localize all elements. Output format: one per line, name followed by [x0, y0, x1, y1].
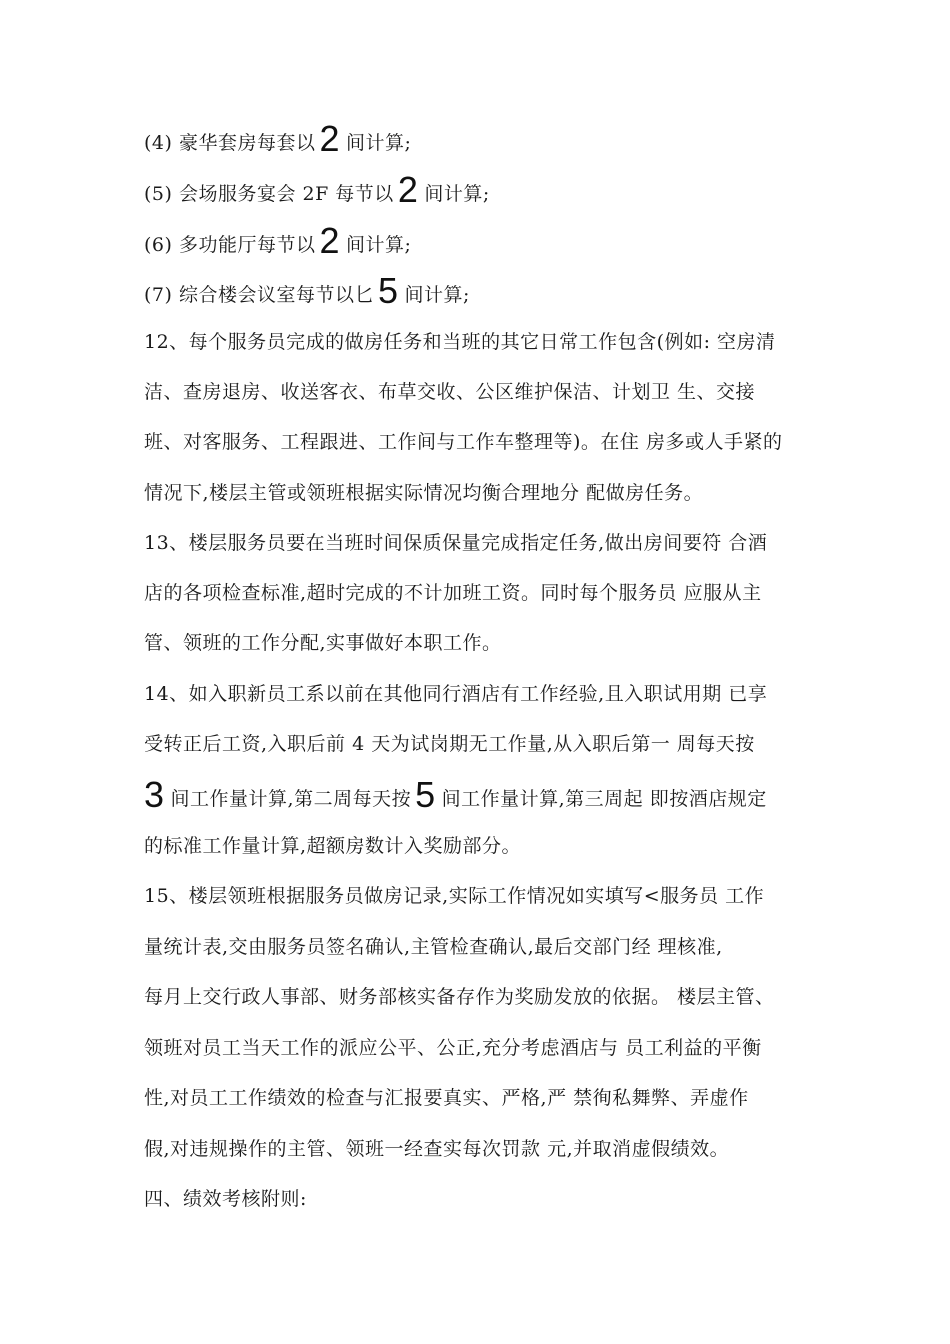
week1-count: 3 [144, 774, 165, 815]
item-5-count: 2 [397, 169, 419, 210]
paragraph-14-line [144, 774, 767, 815]
paragraph-14-line: 14、如入职新员工系以前在其他同行酒店有工作经验,且入职试用期 已享 [144, 683, 768, 705]
paragraph-15-line: 每月上交行政人事部、财务部核实备存作为奖励发放的依据。 楼层主管、 [144, 986, 775, 1008]
paragraph-12-line: 洁、查房退房、收送客衣、布草交收、公区维护保洁、计划卫 生、交接 [144, 381, 756, 403]
item-4-text: (4) 豪华套房每套以 [144, 132, 316, 154]
week2-count: 5 [415, 774, 436, 815]
item-5-suffix: 间计算; [424, 183, 490, 205]
item-6-count: 2 [319, 220, 340, 261]
item-6-text: (6) 多功能厅每节以 [144, 234, 316, 256]
paragraph-13-line: 13、楼层服务员要在当班时间保质保量完成指定任务,做出房间要符 合酒 [144, 532, 768, 554]
paragraph-15-line: 性,对员工工作绩效的检查与汇报要真实、严格,严 禁徇私舞弊、弄虚作 [144, 1087, 749, 1109]
paragraph-15-line: 假,对违规操作的主管、领班一经查实每次罚款 元,并取消虚假绩效。 [144, 1138, 730, 1160]
item-6 [144, 220, 412, 261]
item-7-count: 5 [377, 270, 399, 311]
paragraph-14-text: 间工作量计算,第二周每天按 [170, 788, 412, 810]
paragraph-12-line: 12、每个服务员完成的做房任务和当班的其它日常工作包含(例如: 空房清 [144, 331, 776, 353]
paragraph-12-line: 情况下,楼层主管或领班根据实际情况均衡合理地分 配做房任务。 [144, 482, 704, 504]
item-7 [144, 270, 470, 311]
item-7-suffix: 间计算; [404, 284, 470, 306]
item-7-text: (7) 综合楼会议室每节以匕 [144, 284, 374, 306]
item-6-suffix: 间计算; [346, 234, 412, 256]
paragraph-13-line: 店的各项检查标准,超时完成的不计加班工资。同时每个服务员 应服从主 [144, 582, 762, 604]
paragraph-13-line: 管、领班的工作分配,实事做好本职工作。 [144, 632, 502, 654]
item-4 [144, 118, 412, 159]
item-4-suffix: 间计算; [346, 132, 412, 154]
paragraph-14-text: 间工作量计算,第三周起 即按酒店规定 [441, 788, 767, 810]
item-5 [144, 169, 490, 210]
paragraph-12-line: 班、对客服务、工程跟进、工作间与工作车整理等)。在住 房多或人手紧的 [144, 431, 783, 453]
paragraph-15-line: 领班对员工当天工作的派应公平、公正,充分考虑酒店与 员工利益的平衡 [144, 1037, 762, 1059]
paragraph-15-line: 15、楼层领班根据服务员做房记录,实际工作情况如实填写<服务员 工作 [144, 885, 765, 907]
paragraph-15-line: 量统计表,交由服务员签名确认,主管检查确认,最后交部门经 理核准, [144, 936, 723, 958]
item-4-count: 2 [319, 118, 340, 159]
section-heading: 四、绩效考核附则: [144, 1188, 307, 1210]
paragraph-14-line: 受转正后工资,入职后前 4 天为试岗期无工作量,从入职后第一 周每天按 [144, 733, 755, 755]
paragraph-14-line: 的标准工作量计算,超额房数计入奖励部分。 [144, 835, 522, 857]
item-5-text: (5) 会场服务宴会 2F 每节以 [144, 183, 394, 205]
